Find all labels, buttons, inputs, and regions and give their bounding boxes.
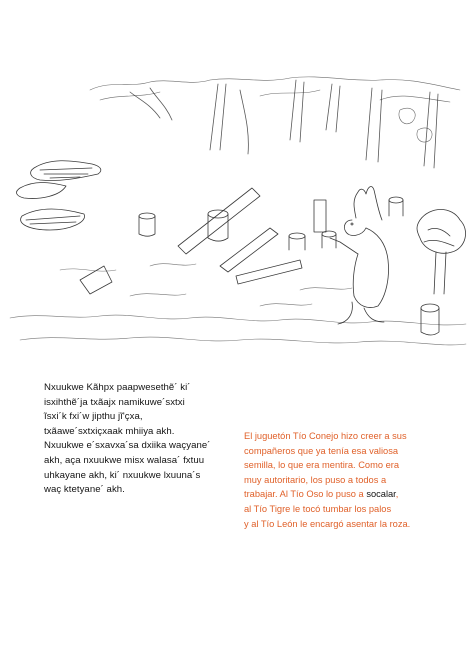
- nasa-line: txãawe´sxtxiçxaak mhiiya akh.: [44, 425, 175, 437]
- canopy: [90, 77, 460, 142]
- spanish-line-text: trabajar. Al Tío Oso lo puso a: [244, 489, 367, 500]
- spanish-line: muy autoritario, los puso a todos a: [244, 474, 387, 485]
- spanish-line: compañeros que ya tenía esa valiosa: [244, 445, 399, 456]
- spanish-line-punctuation: ,: [395, 489, 399, 500]
- nasa-line: akh, aça nxuukwe misx walasa´ fxtuu: [44, 454, 205, 466]
- spanish-line: al Tío Tigre le tocó tumbar los palos: [244, 503, 392, 514]
- spanish-paragraph: [244, 429, 444, 531]
- nasa-line: isxihthẽ´ja txãajx namikuwe´sxtxi: [44, 396, 185, 408]
- nasa-line: waç ktetyane´ akh.: [44, 484, 125, 496]
- spanish-line: y al Tío León le encargó asentar la roza.: [244, 518, 411, 529]
- nasa-line: uhkayane akh, ki´ nxuukwe lxuuna´s: [44, 469, 201, 481]
- spanish-line: semilla, lo que era mentira. Como era: [244, 460, 400, 471]
- highlighted-word: socalar: [366, 489, 396, 500]
- felled-brush-left: [17, 161, 101, 230]
- forest-clearing-illustration: [0, 70, 476, 360]
- nasa-line: Nxuukwe e´sxavxa´sa dxiika waçyane´: [44, 440, 211, 452]
- spanish-line: [244, 487, 444, 502]
- nasa-line: Nxuukwe Kãhpx paapwesethẽ´ ki´: [44, 382, 191, 393]
- shrub-right: [417, 210, 466, 295]
- nasa-line: ĩsxi´k fxi´w jipthu jĩ'çxa,: [44, 411, 143, 423]
- nasa-yuwe-paragraph: [44, 381, 244, 498]
- spanish-line: El juguetón Tío Conejo hizo creer a sus: [244, 431, 407, 441]
- rabbit-figure: [330, 187, 389, 324]
- tree-stumps: [139, 197, 439, 335]
